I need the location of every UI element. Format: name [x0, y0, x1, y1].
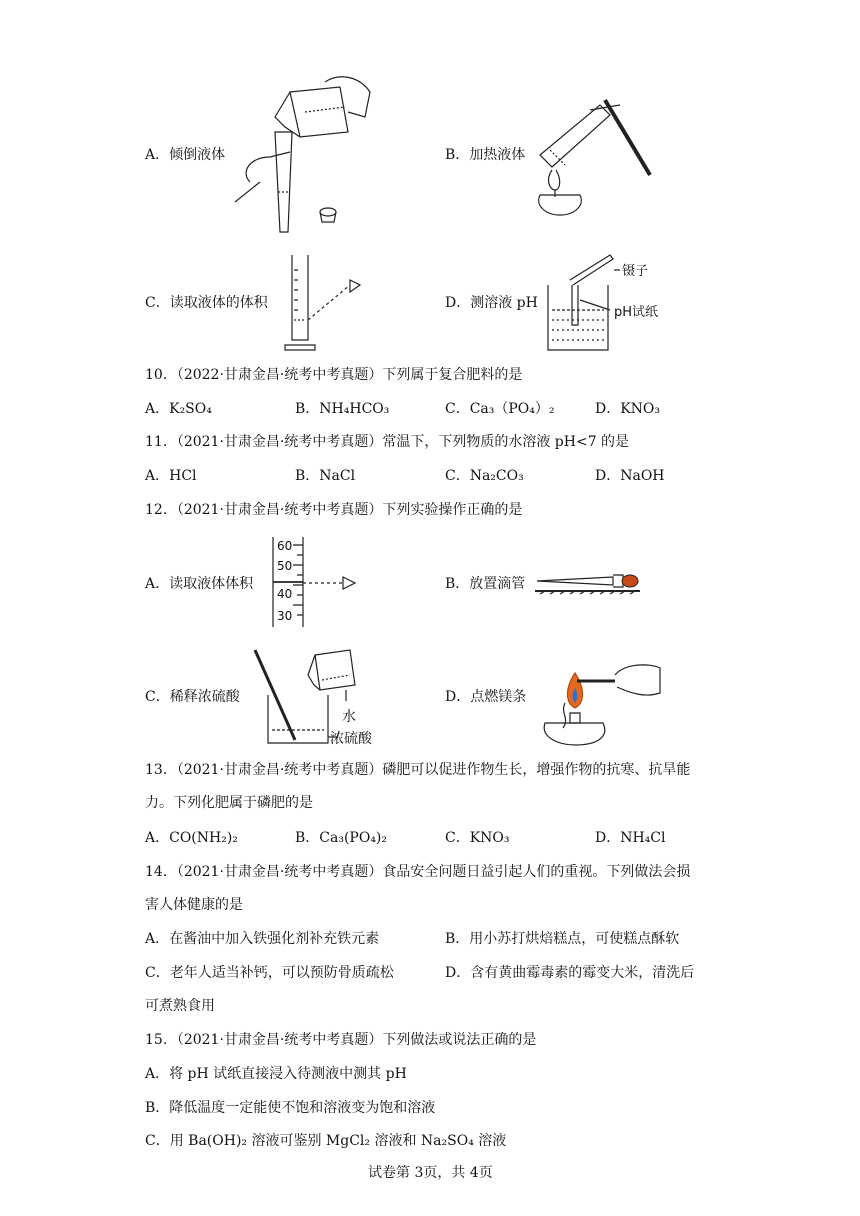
q10-option-c: C．Ca₃（PO₄）₂ — [445, 401, 555, 417]
q15-stem: 15．（2021·甘肃金昌·统考中考真题）下列做法或说法正确的是 — [145, 1032, 537, 1048]
q12-option-d: D．点燃镁条 — [445, 689, 527, 705]
q10-option-a: A．K₂SO₄ — [145, 401, 212, 417]
q12-option-a: A．读取液体体积 — [145, 576, 254, 592]
tweezers-label: 镊子 — [622, 264, 649, 279]
q11-option-b: B．NaCl — [295, 468, 356, 484]
reading-volume-figure — [280, 250, 375, 355]
q15-option-c: C．用 Ba(OH)₂ 溶液可鉴别 MgCl₂ 溶液和 Na₂SO₄ 溶液 — [145, 1133, 507, 1149]
q13-option-c: C．KNO₃ — [445, 830, 510, 846]
q9-option-b: B．加热液体 — [445, 147, 526, 163]
tick-40: 40 — [277, 587, 293, 601]
heating-liquid-figure — [530, 95, 660, 220]
q10-option-b: B．NH₄HCO₃ — [295, 401, 390, 417]
q12-stem: 12．（2021·甘肃金昌·统考中考真题）下列实验操作正确的是 — [145, 502, 523, 518]
q11-option-d: D．NaOH — [595, 468, 665, 484]
q12-option-c: C．稀释浓硫酸 — [145, 689, 240, 705]
burning-magnesium-figure — [535, 643, 665, 748]
q14-option-d-line1: D．含有黄曲霉毒素的霉变大米，清洗后 — [445, 965, 695, 981]
q14-stem-line2: 害人体健康的是 — [145, 897, 243, 913]
graduated-cylinder-figure — [265, 535, 365, 630]
q12-option-b: B．放置滴管 — [445, 576, 526, 592]
q9-option-a: A．倾倒液体 — [145, 147, 226, 163]
q13-option-a: A．CO(NH₂)₂ — [145, 830, 238, 846]
q11-option-c: C．Na₂CO₃ — [445, 468, 524, 484]
water-label: 水 — [342, 709, 356, 725]
q13-option-d: D．NH₄Cl — [595, 830, 666, 846]
q13-stem-line1: 13．（2021·甘肃金昌·统考中考真题）磷肥可以促进作物生长，增强作物的抗寒、抗旱能 — [145, 762, 691, 778]
q14-option-a: A．在酱油中加入铁强化剂补充铁元素 — [145, 931, 380, 947]
page-footer: 试卷第 3页，共 4页 — [368, 1165, 493, 1181]
tick-30: 30 — [277, 609, 293, 623]
tick-50: 50 — [277, 559, 293, 573]
q14-option-d-line2: 可煮熟食用 — [145, 998, 215, 1014]
diluting-acid-figure — [250, 645, 390, 750]
dropper-figure — [535, 565, 645, 595]
pouring-liquid-figure — [230, 72, 380, 242]
q10-stem: 10．（2022·甘肃金昌·统考中考真题）下列属于复合肥料的是 — [145, 367, 523, 383]
measuring-ph-figure — [540, 250, 670, 355]
q10-option-d: D．KNO₃ — [595, 401, 661, 417]
q15-option-b: B．降低温度一定能使不饱和溶液变为饱和溶液 — [145, 1100, 436, 1116]
q13-stem-line2: 力。下列化肥属于磷肥的是 — [145, 795, 313, 811]
tick-60: 60 — [277, 539, 293, 553]
acid-label: 浓硫酸 — [330, 731, 372, 747]
q9-option-c: C．读取液体的体积 — [145, 295, 268, 311]
q14-option-c: C．老年人适当补钙，可以预防骨质疏松 — [145, 965, 394, 981]
q15-option-a: A．将 pH 试纸直接浸入待测液中测其 pH — [145, 1066, 407, 1082]
q11-option-a: A．HCl — [145, 468, 197, 484]
ph-paper-label: pH试纸 — [614, 305, 659, 320]
q14-stem-line1: 14．（2021·甘肃金昌·统考中考真题）食品安全问题日益引起人们的重视。下列做法会损 — [145, 864, 691, 880]
q9-option-d: D．测溶液 pH — [445, 295, 538, 311]
q11-stem: 11．（2021·甘肃金昌·统考中考真题）常温下，下列物质的水溶液 pH<7 的是 — [145, 434, 630, 450]
q14-option-b: B．用小苏打烘焙糕点，可使糕点酥软 — [445, 931, 680, 947]
q13-option-b: B．Ca₃(PO₄)₂ — [295, 830, 388, 846]
